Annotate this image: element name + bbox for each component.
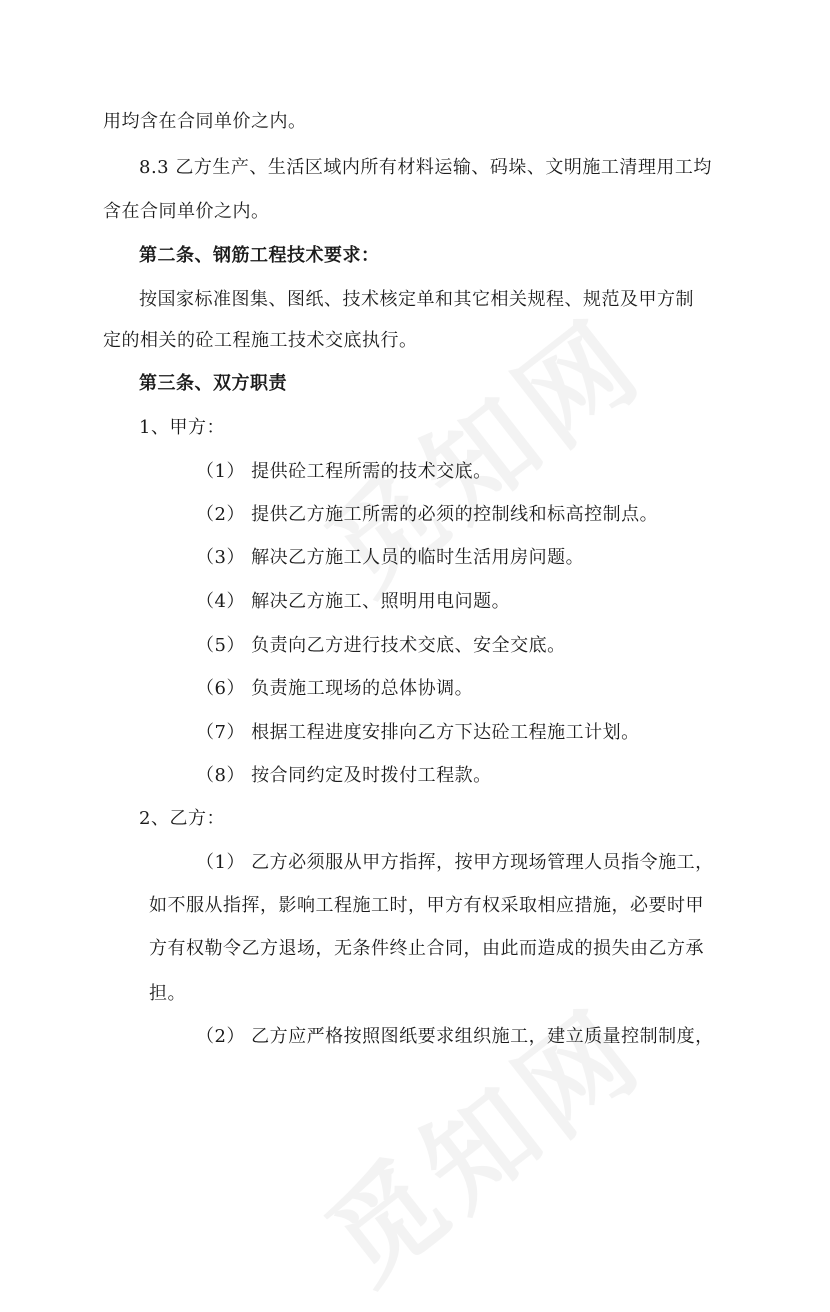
list-item: （1） 提供砼工程所需的技术交底。 [196, 461, 492, 482]
text-line: 用均含在合同单价之内。 [103, 111, 307, 132]
text-line: 如不服从指挥，影响工程施工时，甲方有权采取相应措施，必要时甲 [149, 895, 704, 916]
list-item: （5） 负责向乙方进行技术交底、安全交底。 [196, 635, 566, 656]
sub-heading: 1、甲方： [139, 417, 225, 438]
list-item: （2） 提供乙方施工所需的必须的控制线和标高控制点。 [196, 504, 659, 525]
text-line: 方有权勒令乙方退场，无条件终止合同，由此而造成的损失由乙方承 [149, 938, 704, 959]
list-item: （6） 负责施工现场的总体协调。 [196, 678, 474, 699]
watermark-upper [290, 276, 671, 622]
text-line: 定的相关的砼工程施工技术交底执行。 [103, 330, 418, 351]
list-item: （2） 乙方应严格按照图纸要求组织施工，建立质量控制制度， [196, 1026, 714, 1047]
watermark-lower [290, 966, 671, 1312]
list-item: （8） 按合同约定及时拨付工程款。 [196, 765, 492, 786]
text-line: 含在合同单价之内。 [103, 201, 270, 222]
section-heading: 第三条、双方职责 [139, 373, 287, 394]
section-heading: 第二条、钢筋工程技术要求： [139, 245, 380, 266]
list-item: （1） 乙方必须服从甲方指挥，按甲方现场管理人员指令施工， [196, 852, 714, 873]
list-item: （3） 解决乙方施工人员的临时生活用房问题。 [196, 547, 585, 568]
text-line: 8.3 乙方生产、生活区域内所有材料运输、码垛、文明施工清理用工均 [139, 157, 712, 178]
list-item: （7） 根据工程进度安排向乙方下达砼工程施工计划。 [196, 722, 640, 743]
text-line: 担。 [149, 983, 186, 1004]
list-item: （4） 解决乙方施工、照明用电问题。 [196, 591, 511, 612]
sub-heading: 2、乙方： [139, 808, 225, 829]
text-line: 按国家标准图集、图纸、技术核定单和其它相关规程、规范及甲方制 [139, 289, 694, 310]
